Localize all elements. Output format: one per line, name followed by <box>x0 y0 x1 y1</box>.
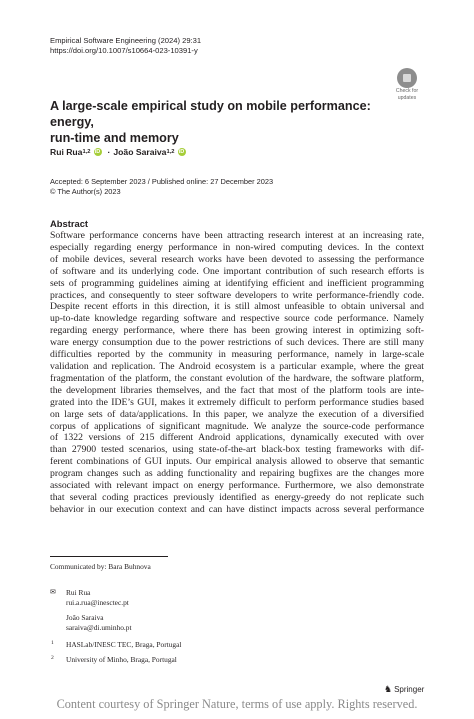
article-title-line-1: A large-scale empirical study on mobile performance: energy, <box>50 99 371 129</box>
doi-link[interactable]: https://doi.org/10.1007/s10664-023-10391-y <box>50 46 198 55</box>
affiliation-item <box>50 655 181 664</box>
abstract-line: of software and its underlying code. One important contribution of such research efforts is <box>50 265 424 277</box>
abstract-line: ferent combinations of GUI inputs. Our empirical analysis allowed to observe that semantic <box>50 456 424 468</box>
communicated-by: Communicated by: Bara Buhnova <box>50 562 151 571</box>
correspondent-email[interactable]: saraiva@di.uminho.pt <box>66 622 132 632</box>
check-for-updates-badge[interactable] <box>391 68 423 100</box>
affiliation-text: University of Minho, Braga, Portugal <box>66 655 177 664</box>
envelope-icon: ✉ <box>50 588 56 596</box>
publisher-logo <box>384 684 424 695</box>
abstract-line: Despite recent efforts in this direction, it is still almost unfeasible to obtain universal and <box>50 301 424 313</box>
correspondence-block <box>50 588 132 632</box>
abstract-line: that several coding practices previously identified as energy-greedy do not replicate such <box>50 491 424 503</box>
copyright-watermark: Content courtesy of Springer Nature, terms of use apply. Rights reserved. <box>56 697 418 711</box>
abstract-line: ware energy consumption due to the power restrictions of such devices. There are still many <box>50 337 424 349</box>
abstract-heading: Abstract <box>50 218 89 229</box>
author-separator: · <box>107 147 111 157</box>
journal-citation: Empirical Software Engineering (2024) 29:31 <box>50 36 202 45</box>
publication-dates <box>50 177 273 196</box>
correspondent-name: Rui Rua <box>66 588 91 597</box>
abstract-line: up-to-date knowledge regarding software and respective source code performance. Namely <box>50 313 424 325</box>
affiliation-text: HASLab/INESC TEC, Braga, Portugal <box>66 640 182 649</box>
abstract-line: sets of programming guidelines aiming at identifying efficient and inefficient programming <box>50 277 424 289</box>
accepted-published-dates: Accepted: 6 September 2023 / Published online: 27 December 2023 <box>50 177 274 186</box>
springer-horse-icon: ♞ <box>384 684 393 694</box>
abstract-line: grated into the IDE’s GUI, makes it extremely difficult to perform performance studies based <box>50 396 424 408</box>
check-updates-label-2: updates <box>397 94 417 101</box>
footnote-divider <box>50 556 168 557</box>
affiliation-item <box>50 640 181 649</box>
abstract-line: on large sets of data/applications. In this paper, we analyze the execution of a diversified <box>50 408 424 420</box>
correspondent-email[interactable]: rui.a.rua@inesctec.pt <box>66 597 129 607</box>
abstract-line: validation and replication. The Android ecosystem is a particular example, where the great <box>50 360 424 372</box>
abstract-line: behavior in our execution context and can have distinct impacts across several performance <box>50 503 424 515</box>
check-updates-icon <box>397 68 417 88</box>
orcid-icon[interactable]: iD <box>178 149 185 155</box>
copyright-notice: © The Author(s) 2023 <box>50 186 121 196</box>
affiliation-number: 2 <box>51 655 54 661</box>
abstract-line: practices, and consequently to steer software developers to write performance-friendly code. <box>50 289 424 301</box>
journal-header <box>50 36 201 56</box>
article-title-line-2: run-time and memory <box>50 131 179 145</box>
abstract-line: the development libraries themselves, and the fact that most of the platform tools are inte- <box>50 384 424 396</box>
abstract-line: of mobile devices, several research works have been devoted to assessing the performance <box>50 253 424 265</box>
author-name: Rui Rua <box>50 147 83 157</box>
orcid-icon[interactable]: iD <box>94 149 101 155</box>
abstract-line: difficulties reported by the community in measuring performance, namely in large-scale <box>50 349 424 361</box>
abstract-line: of 1322 versions of 215 different Android applications, dynamically executed with over <box>50 432 424 444</box>
correspondent <box>66 588 132 632</box>
author-list <box>50 147 189 157</box>
abstract-line: Software performance concerns have been attracting research interest at an increasing rate, <box>50 230 424 241</box>
abstract-line: than 27900 tested scenarios, using state-of-the-art black-box testing frameworks with dif- <box>50 444 424 456</box>
check-updates-label-1: Check for <box>395 88 419 94</box>
affiliation-number: 1 <box>51 640 54 646</box>
author-affiliation-marker: 1,2 <box>82 149 91 155</box>
abstract-body <box>50 230 424 516</box>
article-title <box>50 98 390 146</box>
abstract-line: especially regarding energy performance in non-wired computing devices. In the context <box>50 241 424 253</box>
abstract-line: corpus of applications of significant magnitude. We analyze the source-code performance <box>50 420 424 432</box>
abstract-line: program changes such as adding functionality and repairing bugfixes are the changes more <box>50 468 424 480</box>
affiliations <box>50 640 181 670</box>
abstract-line: associated with relevant impact on energy performance. Furthermore, we also demonstrate <box>50 480 424 492</box>
abstract-line: regarding energy performance, where there has been growing interest in optimizing soft- <box>50 325 424 337</box>
author-affiliation-marker: 1,2 <box>166 149 175 155</box>
publisher-name: Springer <box>394 685 425 694</box>
author-name: João Saraiva <box>113 147 167 157</box>
correspondent-name: João Saraiva <box>66 613 104 623</box>
abstract-line: fragmentation of the platform, the constant evolution of the hardware, the software platform, <box>50 372 424 384</box>
